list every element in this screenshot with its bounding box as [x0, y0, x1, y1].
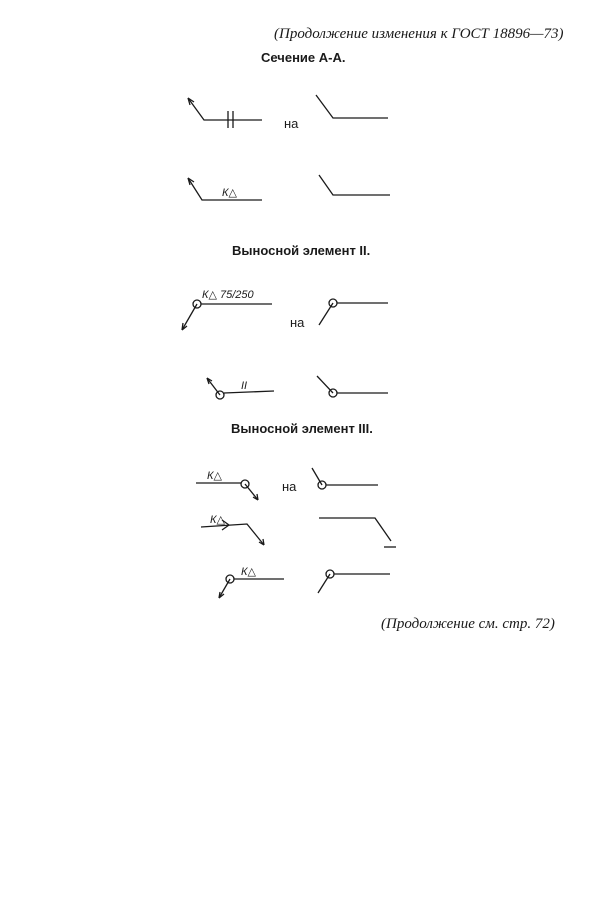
- drawing-a-a-row1-before: [188, 98, 262, 128]
- weld-mark-label: К△: [222, 187, 237, 199]
- page-header: (Продолжение изменения к ГОСТ 18896—73): [274, 26, 564, 42]
- drawing-a-a-row1-after: [316, 95, 388, 118]
- page-footer: (Продолжение см. стр. 72): [381, 616, 555, 632]
- drawing-ii-row1-after: [319, 299, 388, 325]
- section-title-a-a: Сечение А-А.: [261, 50, 346, 65]
- drawing-ii-row1-before: [182, 289, 272, 330]
- weld-mark-label: К△ 75/250: [202, 289, 254, 301]
- weld-mark-label: К△: [207, 470, 222, 482]
- drawing-iii-row1-after: [312, 468, 378, 489]
- weld-mark-label: К△: [241, 566, 256, 578]
- section-title-element-ii: Выносной элемент II.: [232, 243, 371, 258]
- drawing-a-a-row2-before: [188, 178, 262, 200]
- drawing-iii-row2-before: [201, 514, 264, 545]
- drawing-iii-row3-after: [318, 570, 390, 593]
- section-title-element-iii: Выносной элемент III.: [231, 421, 373, 436]
- weld-mark-label: К△: [210, 514, 225, 526]
- drawing-iii-row1-before: [196, 470, 258, 500]
- drawing-iii-row2-after: [319, 518, 396, 547]
- drawing-a-a-row2-after: [319, 175, 390, 195]
- connector-text: на: [284, 116, 299, 131]
- connector-text: на: [290, 315, 305, 330]
- drawing-ii-row2-before: [207, 378, 274, 399]
- connector-text: на: [282, 479, 297, 494]
- weld-mark-label: II: [241, 380, 248, 392]
- drawing-iii-row3-before: [219, 566, 284, 598]
- drawing-ii-row2-after: [317, 376, 388, 397]
